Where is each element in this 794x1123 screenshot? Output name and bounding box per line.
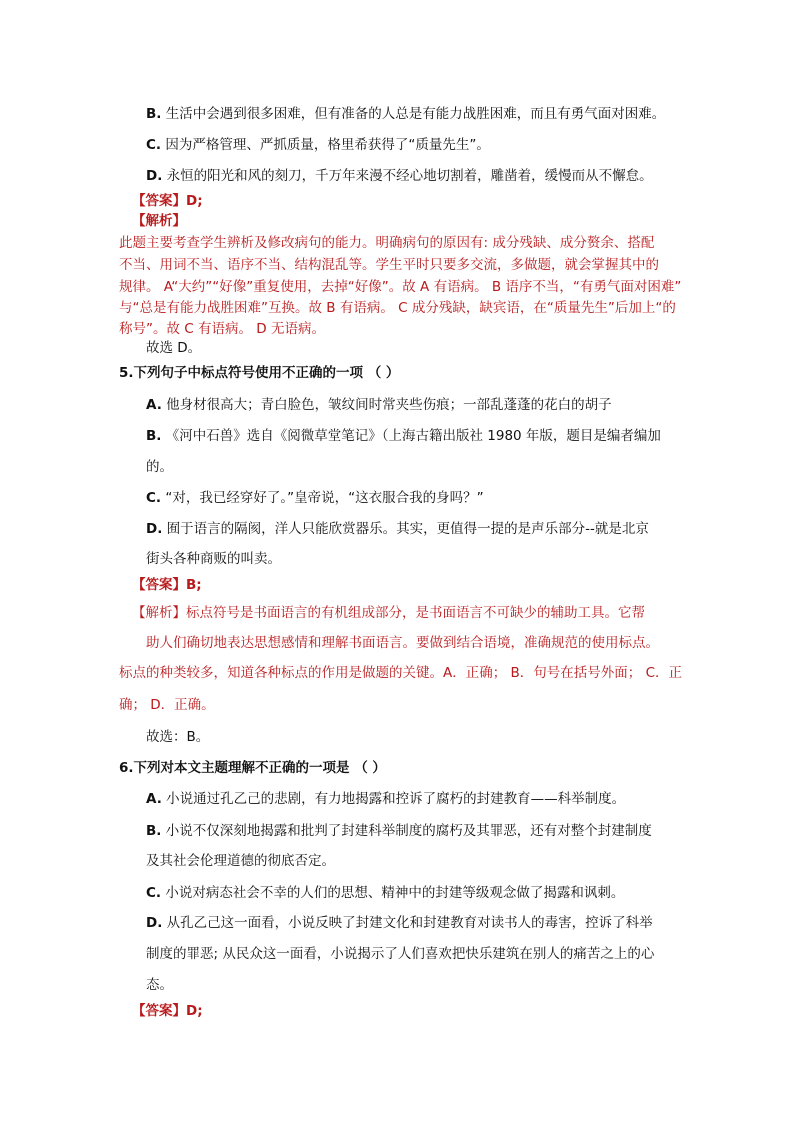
- option-text: 小说对病态社会不幸的人们的思想、精神中的封建等级观念做了揭露和讽刺。: [165, 885, 625, 901]
- option-label: C.: [146, 137, 162, 153]
- option-text: 他身材很高大；青白脸色，皱纹间时常夹些伤痕；一部乱蓬蓬的花白的胡子: [166, 397, 612, 413]
- q5-option-b-continued: 的。: [146, 459, 173, 475]
- q6-option-c: [146, 884, 624, 902]
- q4-analysis-heading: 【解析】: [132, 213, 186, 229]
- option-label: A.: [146, 397, 162, 413]
- q4-conclusion: 故选 D。: [146, 340, 202, 356]
- q5-option-a: [146, 396, 612, 414]
- option-label: D.: [146, 521, 163, 537]
- q5-analysis-line: 确； D．正确。: [119, 697, 215, 713]
- option-text: “对，我已经穿好了。”皇帝说，“这衣服合我的身吗？”: [165, 490, 484, 506]
- option-text: 生活中会遇到很多困难，但有准备的人总是有能力战胜困难，而且有勇气面对困难。: [165, 106, 666, 122]
- q5-stem: 5.下列句子中标点符号使用不正确的一项 （ ）: [119, 365, 400, 381]
- q4-analysis-line: 规律。 A“大约”“好像”重复使用，去掉“好像”。故 A 有语病。 B 语序不当，“有勇气面对困难”: [119, 279, 682, 295]
- option-label: C.: [146, 885, 162, 901]
- option-label: A.: [146, 791, 162, 807]
- q4-option-d: [146, 167, 653, 185]
- q6-option-d: [146, 914, 653, 932]
- q5-analysis-line: 【解析】标点符号是书面语言的有机组成部分，是书面语言不可缺少的辅助工具。它帮: [132, 605, 645, 621]
- option-label: D.: [146, 915, 163, 931]
- q4-analysis-line: 称号”。故 C 有语病。 D 无语病。: [119, 321, 325, 337]
- option-text: 小说通过孔乙己的悲剧，有力地揭露和控诉了腐朽的封建教育——科举制度。: [166, 791, 626, 807]
- q6-option-d-continued: 制度的罪恶; 从民众这一面看，小说揭示了人们喜欢把快乐建筑在别人的痛苦之上的心: [146, 946, 655, 962]
- option-text: 小说不仅深刻地揭露和批判了封建科举制度的腐朽及其罪恶，还有对整个封建制度: [165, 823, 652, 839]
- q5-option-b: [146, 427, 661, 445]
- option-text: 永恒的阳光和风的刻刀，千万年来漫不经心地切割着，雕凿着，缓慢而从不懈怠。: [166, 168, 653, 184]
- q6-option-b-continued: 及其社会伦理道德的彻底否定。: [146, 853, 335, 869]
- q6-answer: 【答案】D;: [132, 1003, 203, 1019]
- q4-answer: 【答案】D;: [132, 193, 203, 209]
- option-text: 囿于语言的隔阂，洋人只能欣赏器乐。其实，更值得一提的是声乐部分--就是北京: [166, 521, 649, 537]
- option-text: 《河中石兽》选自《阅微草堂笔记》（上海古籍出版社 1980 年版，题目是编者编加: [165, 428, 661, 444]
- option-label: C.: [146, 490, 162, 506]
- option-text: 从孔乙己这一面看，小说反映了封建文化和封建教育对读书人的毒害，控诉了科举: [166, 915, 653, 931]
- q5-conclusion: 故选：B。: [146, 729, 210, 745]
- q6-option-d-continued: 态。: [146, 977, 173, 993]
- q5-answer: 【答案】B;: [132, 577, 202, 593]
- q4-analysis-line: 不当、用词不当、语序不当、结构混乱等。学生平时只要多交流，多做题，就会掌握其中的: [119, 257, 659, 273]
- q5-analysis-line: 助人们确切地表达思想感情和理解书面语言。要做到结合语境，准确规范的使用标点。: [146, 635, 659, 651]
- q4-analysis-line: 与“总是有能力战胜困难”互换。故 B 有语病。 C 成分残缺，缺宾语，在“质量先生”后加上“的: [119, 300, 676, 316]
- q4-option-b: [146, 105, 665, 123]
- option-label: D.: [146, 168, 163, 184]
- q4-analysis-line: 此题主要考查学生辨析及修改病句的能力。明确病句的原因有: 成分残缺、成分赘余、搭配: [119, 235, 655, 251]
- option-text: 因为严格管理、严抓质量，格里希获得了“质量先生”。: [165, 137, 490, 153]
- q4-option-c: [146, 136, 490, 154]
- option-label: B.: [146, 428, 162, 444]
- q6-option-a: [146, 790, 625, 808]
- option-label: B.: [146, 823, 162, 839]
- option-label: B.: [146, 106, 162, 122]
- q6-stem: 6.下列对本文主题理解不正确的一项是 （ ）: [119, 760, 386, 776]
- q5-option-d-continued: 街头各种商贩的叫卖。: [146, 551, 281, 567]
- q5-option-d: [146, 520, 649, 538]
- q5-option-c: [146, 489, 484, 507]
- q6-option-b: [146, 822, 652, 840]
- q5-analysis-line: 标点的种类较多，知道各种标点的作用是做题的关键。A．正确； B．句号在括号外面； C．正: [119, 665, 683, 681]
